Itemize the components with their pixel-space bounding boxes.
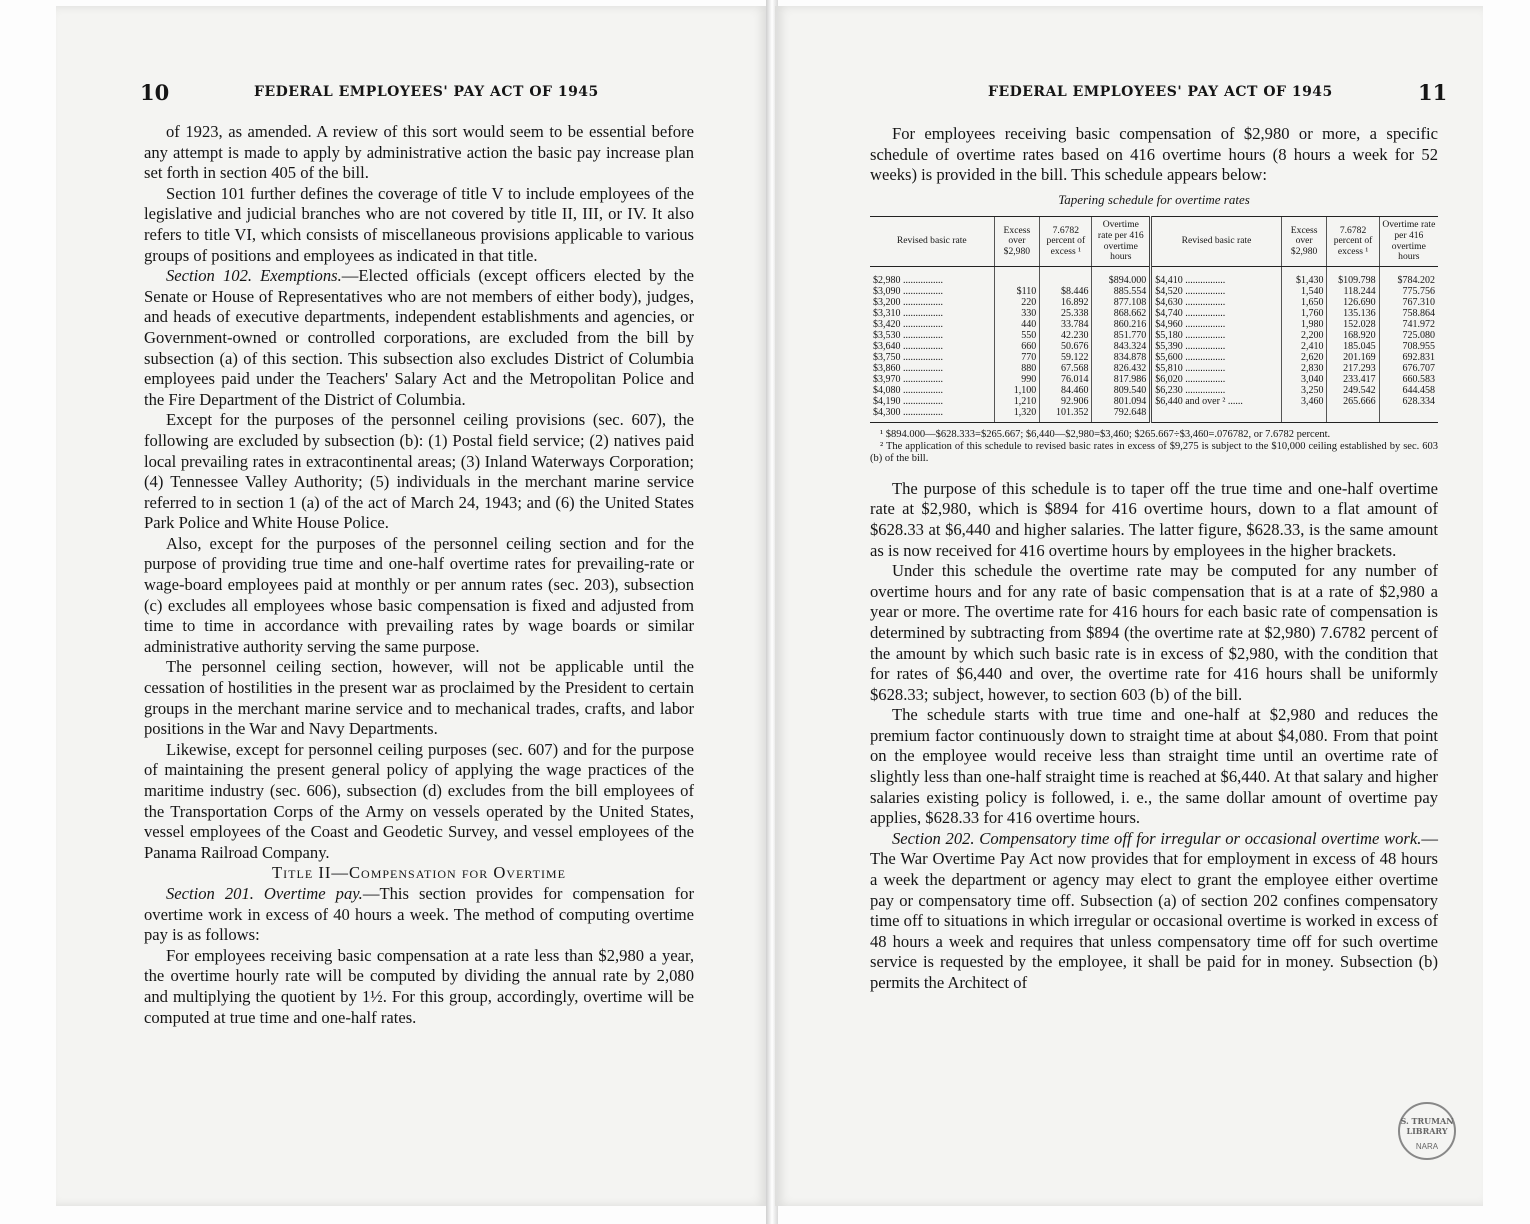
intro-paragraph: For employees receiving basic compensation of $2,980 or more, a specific schedule of overtime rates based on 416 overtime hours (8 hours a week for 52 weeks) is provided in the bill. This schedule appears below:	[870, 124, 1438, 185]
table-cell: 767.310	[1379, 297, 1438, 308]
table-row	[870, 352, 1438, 363]
paragraph-text: The personnel ceiling section, however, will not be applicable until the cessation of hostilities in the present war as proclaimed by the President to certain groups in the merchant marine service and to mechanical trades, crafts, and labor positions in the War and Navy Departments.	[144, 657, 694, 739]
table-cell: 843.324	[1092, 341, 1151, 352]
table-cell: $6,230 ................	[1151, 385, 1282, 396]
table-cell: 220	[994, 297, 1040, 308]
table-row	[870, 407, 1438, 423]
table-cell: 76.014	[1040, 374, 1092, 385]
table-cell: 118.244	[1327, 286, 1379, 297]
table-cell: 741.972	[1379, 319, 1438, 330]
paragraph	[144, 410, 694, 534]
table-cell: $6,020 ................	[1151, 374, 1282, 385]
table-header-cell: Revised basic rate	[870, 217, 994, 266]
table-cell: $3,310 ................	[873, 307, 943, 319]
paragraph-text: —The War Overtime Pay Act now provides that for employment in excess of 48 hours a week the department or agency may elect to grant the employee either overtime pay or compensatory time off. Subsection (a) of section 202 confines compensatory time off to situations in which irregular or occasional overtime is worked in excess of 48 hours a week and requires that unless compensatory time off for such overtime service is requested by the employee, it shall be paid for in money. Subsection (b) permits the Architect of	[870, 828, 1438, 992]
table-header-cell: Overtime rate per 416 overtime hours	[1092, 217, 1151, 266]
table-cell: 877.108	[1092, 297, 1151, 308]
table-cell: 440	[994, 319, 1040, 330]
table-cell: $3,090 ................	[873, 285, 943, 297]
paragraph	[144, 534, 694, 658]
table-cell: 135.136	[1327, 308, 1379, 319]
table-cell: 185.045	[1327, 341, 1379, 352]
table-row	[870, 266, 1438, 286]
table-cell: 1,320	[994, 407, 1040, 423]
table-cell	[1327, 407, 1379, 423]
table-header-cell: Revised basic rate	[1151, 217, 1282, 266]
paragraph	[870, 479, 1438, 561]
table-cell: 126.690	[1327, 297, 1379, 308]
table-cell: 834.878	[1092, 352, 1151, 363]
table-cell: 725.080	[1379, 330, 1438, 341]
table-cell: 851.770	[1092, 330, 1151, 341]
table-cell: 792.648	[1092, 407, 1151, 423]
table-cell: $3,750 ................	[873, 351, 943, 363]
table-cell: 50.676	[1040, 341, 1092, 352]
table-row	[870, 308, 1438, 319]
table-cell: $4,630 ................	[1151, 297, 1282, 308]
overtime-schedule-table	[870, 216, 1438, 422]
table-cell: $4,190 ................	[873, 395, 943, 407]
table-cell: $5,390 ................	[1151, 341, 1282, 352]
table-footnotes	[870, 429, 1438, 465]
table-cell: 758.864	[1379, 308, 1438, 319]
table-cell: 801.094	[1092, 396, 1151, 407]
table-cell: 885.554	[1092, 286, 1151, 297]
paragraph	[144, 884, 694, 946]
table-cell: 249.542	[1327, 385, 1379, 396]
left-paragraphs	[144, 122, 694, 863]
table-header-row	[870, 217, 1438, 266]
table-cell: 233.417	[1327, 374, 1379, 385]
table-cell: $8.446	[1040, 286, 1092, 297]
table-cell: $4,080 ................	[873, 384, 943, 396]
paragraph	[144, 266, 694, 410]
table-row	[870, 330, 1438, 341]
paragraph	[870, 561, 1438, 705]
table-cell: $784.202	[1379, 266, 1438, 286]
table-cell: 1,540	[1281, 286, 1327, 297]
table-row	[870, 297, 1438, 308]
stamp-line2: NARA	[1415, 1142, 1439, 1151]
paragraph	[144, 657, 694, 739]
table-cell: 775.756	[1379, 286, 1438, 297]
table-cell: $3,530 ................	[873, 329, 943, 341]
left-page-number: 10	[140, 80, 170, 105]
table-cell: 660.583	[1379, 374, 1438, 385]
paragraph-text: The schedule starts with true time and one-half at $2,980 and reduces the premium factor continuously down to straight time at about $4,080. From that point on the employee would receive less than straight time until an overtime rate of slightly less than one-half straight time is reached at $6,440. At that salary and higher salaries existing policy is followed, i. e., the same dollar amount of overtime pay applies, $628.33 for 416 overtime hours.	[870, 705, 1438, 828]
table-row	[870, 396, 1438, 407]
table-cell: 1,210	[994, 396, 1040, 407]
paragraph	[870, 829, 1438, 994]
table-cell: $109.798	[1327, 266, 1379, 286]
table-row	[870, 286, 1438, 297]
table-cell: 201.169	[1327, 352, 1379, 363]
paragraph	[144, 184, 694, 266]
paragraph	[144, 740, 694, 864]
table-cell: 2,410	[1281, 341, 1327, 352]
table-header-cell: Excess over $2,980	[1281, 217, 1327, 266]
table-cell: 660	[994, 341, 1040, 352]
left-paragraphs-after	[144, 884, 694, 1028]
table-cell: 1,100	[994, 385, 1040, 396]
table-header-cell: 7.6782 percent of excess ¹	[1040, 217, 1092, 266]
table-cell: $894.000	[1092, 266, 1151, 286]
table-cell: $1,430	[1281, 266, 1327, 286]
table-cell: 817.986	[1092, 374, 1151, 385]
paragraph-text: Except for the purposes of the personnel ceiling provisions (sec. 607), the following are excluded by subsection (b): (1) Postal field service; (2) natives paid local prevailing rates in extracontinental areas; (3) Inland Waterways Corporation; (4) Tennessee Valley Authority; (5) individuals in the merchant marine service referred to in section 1 (a) of the act of March 24, 1943; and (6) the United States Park Police and White House Police.	[144, 410, 694, 533]
table-row	[870, 385, 1438, 396]
right-running-head: FEDERAL EMPLOYEES' PAY ACT OF 1945	[988, 84, 1333, 100]
table-cell: 1,760	[1281, 308, 1327, 319]
table-cell: $3,860 ................	[873, 362, 943, 374]
table-cell: $3,640 ................	[873, 340, 943, 352]
table-cell: 868.662	[1092, 308, 1151, 319]
paragraph-text: —Elected officials (except officers elected by the Senate or House of Representatives who are not members of either body), judges, and heads of executive departments, independent establishments and agencies, or Government-owned or controlled corporations, are excluded from the bill by subsection (a) of this section. This subsection also excludes District of Columbia employees paid under the Teachers' Salary Act and the Metropolitan Police and the Fire Department of the District of Columbia.	[144, 266, 695, 409]
table-header-cell: Overtime rate per 416 overtime hours	[1379, 217, 1438, 266]
table-caption: Tapering schedule for overtime rates	[1058, 191, 1250, 207]
table-cell: 84.460	[1040, 385, 1092, 396]
table-cell: 42.230	[1040, 330, 1092, 341]
library-stamp	[1398, 1102, 1456, 1160]
table-cell: 2,200	[1281, 330, 1327, 341]
table-cell: 2,620	[1281, 352, 1327, 363]
table-row	[870, 341, 1438, 352]
paragraph-text: Under this schedule the overtime rate may be computed for any number of overtime hours and for any rate of basic compensation that is at a rate of $2,980 a year or more. The overtime rate for 416 hours for each basic rate of compensation is determined by subtracting from $894 (the overtime rate at $2,980) 7.6782 percent of the amount by which such basic rate is in excess of $2,980, with the condition that for rates of $6,440 and over, the overtime rate for 416 hours shall be uniformly $628.33; subject, however, to section 603 (b) of the bill.	[870, 561, 1438, 704]
table-cell: $4,520 ................	[1151, 286, 1282, 297]
table-cell	[1151, 407, 1282, 423]
table-cell: 3,460	[1281, 396, 1327, 407]
table-cell: 67.568	[1040, 363, 1092, 374]
paragraph-text: Section 101 further defines the coverage of title V to include employees of the legislative and judicial branches who are not covered by title II, III, or IV. It also refers to title VI, which consists of miscellaneous provisions applicable to various groups of positions and employees as indicated in that title.	[144, 183, 694, 265]
table-cell: 880	[994, 363, 1040, 374]
table-cell: 33.784	[1040, 319, 1092, 330]
table-header-cell: 7.6782 percent of excess ¹	[1327, 217, 1379, 266]
table-cell: 644.458	[1379, 385, 1438, 396]
table-cell: $4,740 ................	[1151, 308, 1282, 319]
table-cell: $3,970 ................	[873, 373, 943, 385]
table-cell: 330	[994, 308, 1040, 319]
table-cell: 1,980	[1281, 319, 1327, 330]
table-cell: $4,300 ................	[870, 407, 994, 423]
table-cell: $2,980 ................	[873, 274, 943, 286]
table-cell: 217.293	[1327, 363, 1379, 374]
table-cell: 101.352	[1040, 407, 1092, 423]
table-cell: 860.216	[1092, 319, 1151, 330]
table-cell: 3,040	[1281, 374, 1327, 385]
paragraph-text: —This section provides for compensation for overtime work in excess of 40 hours a week. The method of computing overtime pay is as follows:	[144, 883, 694, 945]
table-cell: 628.334	[1379, 396, 1438, 407]
table-cell: $4,960 ................	[1151, 319, 1282, 330]
table-cell: $5,180 ................	[1151, 330, 1282, 341]
paragraph-text: Also, except for the purposes of the personnel ceiling section and for the purpose of providing true time and one-half overtime rates for prevailing-rate or wage-board employees paid at monthly or per annum rates (sec. 203), subsection (c) excludes all employees whose basic compensation is fixed and adjusted from time to time in accordance with prevailing rates by wage boards or similar administrative authority serving the same purpose.	[144, 533, 694, 656]
table-body	[870, 266, 1438, 422]
table-header-cell: Excess over $2,980	[994, 217, 1040, 266]
paragraph	[870, 705, 1438, 829]
title-heading: Title II—Compensation for Overtime	[272, 863, 566, 883]
right-paragraphs	[870, 479, 1438, 994]
table-cell: $5,810 ................	[1151, 363, 1282, 374]
footnote: ¹ $894.000—$628.333=$265.667; $6,440—$2,980=$3,460; $265.667÷$3,460=.076782, or 7.6782 percent.	[880, 428, 1331, 440]
table-cell: 152.028	[1327, 319, 1379, 330]
table-cell: 92.906	[1040, 396, 1092, 407]
right-body	[870, 124, 1438, 994]
table-cell: $110	[994, 286, 1040, 297]
paragraph-text: of 1923, as amended. A review of this sort would seem to be essential before any attempt is made to apply by administrative action the basic pay increase plan set forth in section 405 of the bill.	[144, 122, 694, 183]
table-cell: $6,440 and over ² ......	[1151, 396, 1282, 407]
table-cell: 168.920	[1327, 330, 1379, 341]
section-lead: Section 201. Overtime pay.	[166, 883, 363, 903]
left-body	[144, 122, 694, 1028]
table-cell: 809.540	[1092, 385, 1151, 396]
table-cell: $3,200 ................	[873, 296, 943, 308]
table-row	[870, 363, 1438, 374]
right-page-number: 11	[1418, 80, 1448, 105]
paragraph-text: The purpose of this schedule is to taper off the true time and one-half overtime rate at $2,980, which is $894 for 416 overtime hours, down to a flat amount of $628.33 at $6,440 and higher salaries. The latter figure, $628.33, is the same amount as is now received for 416 overtime hours by employees in the higher brackets.	[870, 478, 1438, 560]
table-cell: $5,600 ................	[1151, 352, 1282, 363]
table-cell	[1281, 407, 1327, 423]
section-lead: Section 102. Exemptions.	[166, 266, 342, 286]
table-cell	[1379, 407, 1438, 423]
table-cell: 990	[994, 374, 1040, 385]
table-row	[870, 319, 1438, 330]
table-cell	[994, 266, 1040, 286]
table-cell: $4,410 ................	[1151, 266, 1282, 286]
table-cell: 550	[994, 330, 1040, 341]
section-lead: Section 202. Compensatory time off for irregular or occasional overtime work.	[892, 828, 1422, 848]
table-cell: 676.707	[1379, 363, 1438, 374]
paragraph-text: For employees receiving basic compensation at a rate less than $2,980 a year, the overtime hourly rate will be computed by dividing the annual rate by 2,080 and multiplying the quotient by 1½. For this group, accordingly, overtime will be computed at true time and one-half rates.	[144, 945, 694, 1027]
table-cell: 826.432	[1092, 363, 1151, 374]
table-cell: 59.122	[1040, 352, 1092, 363]
table-cell: 708.955	[1379, 341, 1438, 352]
table-cell: $3,420 ................	[873, 318, 943, 330]
table-cell: 1,650	[1281, 297, 1327, 308]
table-cell: 16.892	[1040, 297, 1092, 308]
table-cell: 265.666	[1327, 396, 1379, 407]
table-cell: 25.338	[1040, 308, 1092, 319]
paragraph	[144, 122, 694, 184]
footnote: ² The application of this schedule to revised basic rates in excess of $9,275 is subject to the $10,000 ceiling established by sec. 603 (b) of the bill.	[870, 440, 1438, 464]
paragraph	[144, 946, 694, 1028]
table-cell: 2,830	[1281, 363, 1327, 374]
table-cell	[1040, 266, 1092, 286]
stamp-line1: S. TRUMAN LIBRARY	[1400, 1116, 1454, 1136]
table-cell: 692.831	[1379, 352, 1438, 363]
paragraph-text: Likewise, except for personnel ceiling purposes (sec. 607) and for the purpose of maintaining the present general policy of applying the wage practices of the maritime industry (sec. 606), subsection (d) excludes from the bill employees of the Transportation Corps of the Army on vessels operated by the United States, vessel employees of the Coast and Geodetic Survey, and vessel employees of the Panama Railroad Company.	[144, 739, 694, 862]
table-row	[870, 374, 1438, 385]
table-cell: 3,250	[1281, 385, 1327, 396]
table-cell: 770	[994, 352, 1040, 363]
left-running-head: FEDERAL EMPLOYEES' PAY ACT OF 1945	[254, 84, 599, 100]
